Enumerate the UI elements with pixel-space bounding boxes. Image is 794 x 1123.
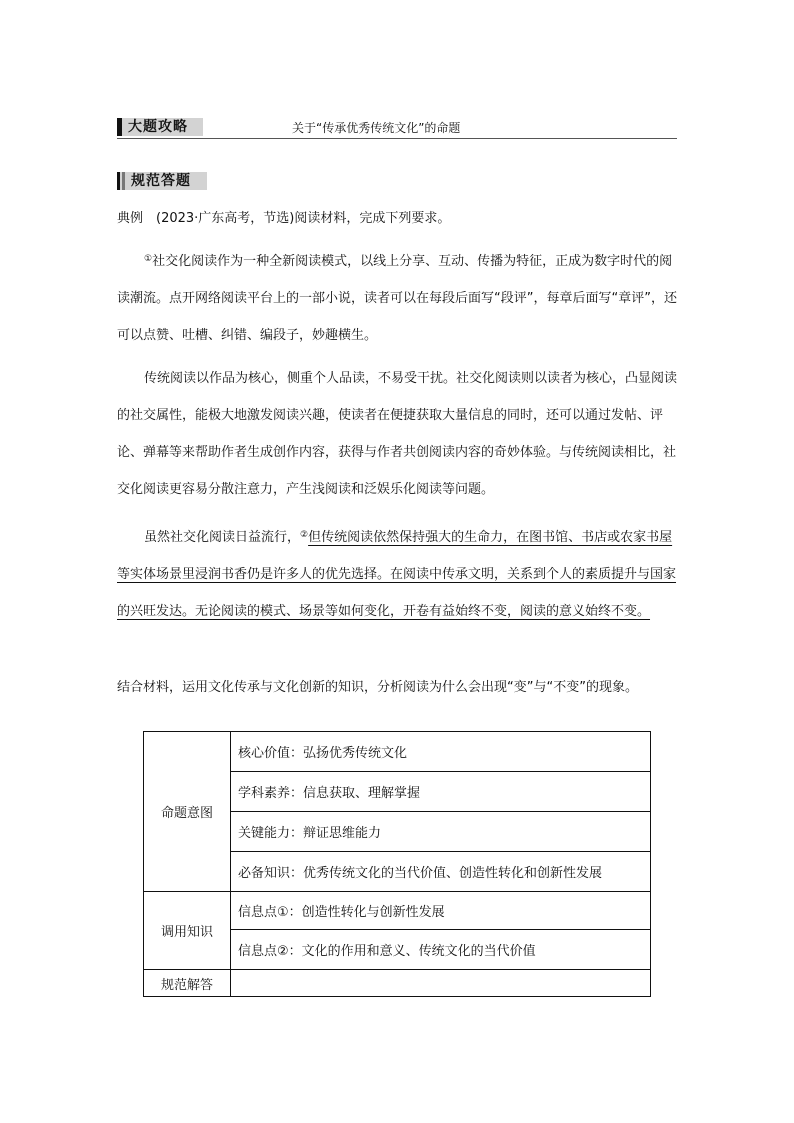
material-paragraph-3: [117, 517, 680, 630]
section-bar-dark: [117, 172, 120, 190]
topic-tag: [117, 118, 203, 136]
table-row: [144, 970, 651, 997]
knowledge-label: 调用知识: [144, 892, 231, 970]
material-paragraph-1: [117, 241, 680, 354]
table-row: [144, 892, 651, 930]
material-paragraph-3-underlined: 但传统阅读依然保持强大的生命力，在图书馆、书店或农家书屋等实体场景里浸润书香仍是许多人的优先选择。在阅读中传承文明，关系到个人的素质提升与国家的兴旺发达。无论阅读的模式、场景等如何变化，开卷有益始终不变，阅读的意义始终不变。: [117, 530, 677, 619]
material-paragraph-3-plain: 虽然社交化阅读日益流行，: [144, 530, 301, 545]
intent-row-3: 关键能力：辩证思维能力: [231, 812, 651, 852]
knowledge-row-1: 信息点①：创造性转化与创新性发展: [231, 892, 651, 930]
header-rule: [117, 138, 677, 139]
section-bar-light: [122, 172, 125, 190]
table-row: [144, 732, 651, 772]
tag-bar: [117, 118, 122, 136]
answer-cell[interactable]: [231, 970, 651, 997]
material-paragraph-1-text: 社交化阅读作为一种全新阅读模式，以线上分享、互动、传播为特征，正成为数字时代的阅读潮流。点开网络阅读平台上的一部小说，读者可以在每段后面写“段评”，每章后面写“章评”，还可以点赞、吐槽、纠错、编段子，妙趣横生。: [117, 254, 677, 343]
question-text: 结合材料，运用文化传承与文化创新的知识，分析阅读为什么会出现“变”与“不变”的现象。: [117, 680, 638, 695]
intent-row-4: 必备知识：优秀传统文化的当代价值、创造性转化和创新性发展: [231, 852, 651, 892]
analysis-table: [143, 731, 651, 997]
marker-2: ②: [300, 530, 309, 540]
topic-header: [117, 116, 677, 140]
marker-1: ①: [144, 254, 153, 264]
example-intro: 典例 (2023·广东高考，节选)阅读材料，完成下列要求。: [117, 211, 451, 226]
answer-label: 规范解答: [144, 970, 231, 997]
topic-title: 关于“传承优秀传统文化”的命题: [292, 121, 461, 135]
material-paragraph-2: 传统阅读以作品为核心，侧重个人品读，不易受干扰。社交化阅读则以读者为核心，凸显阅读的社交属性，能极大地激发阅读兴趣，使读者在便捷获取大量信息的同时，还可以通过发帖、评论、弹幕等来帮助作者生成创作内容，获得与作者共创阅读内容的奇妙体验。与传统阅读相比，社交化阅读更容易分散注意力，产生浅阅读和泛娱乐化阅读等问题。: [117, 371, 678, 497]
intent-row-2: 学科素养：信息获取、理解掌握: [231, 772, 651, 812]
intent-label: 命题意图: [144, 732, 231, 892]
intent-row-1: 核心价值：弘扬优秀传统文化: [231, 732, 651, 772]
section-title: 规范答题: [131, 173, 191, 189]
section-heading: [117, 172, 207, 190]
topic-tag-label: 大题攻略: [128, 119, 188, 135]
knowledge-row-2: 信息点②：文化的作用和意义、传统文化的当代价值: [231, 930, 651, 970]
